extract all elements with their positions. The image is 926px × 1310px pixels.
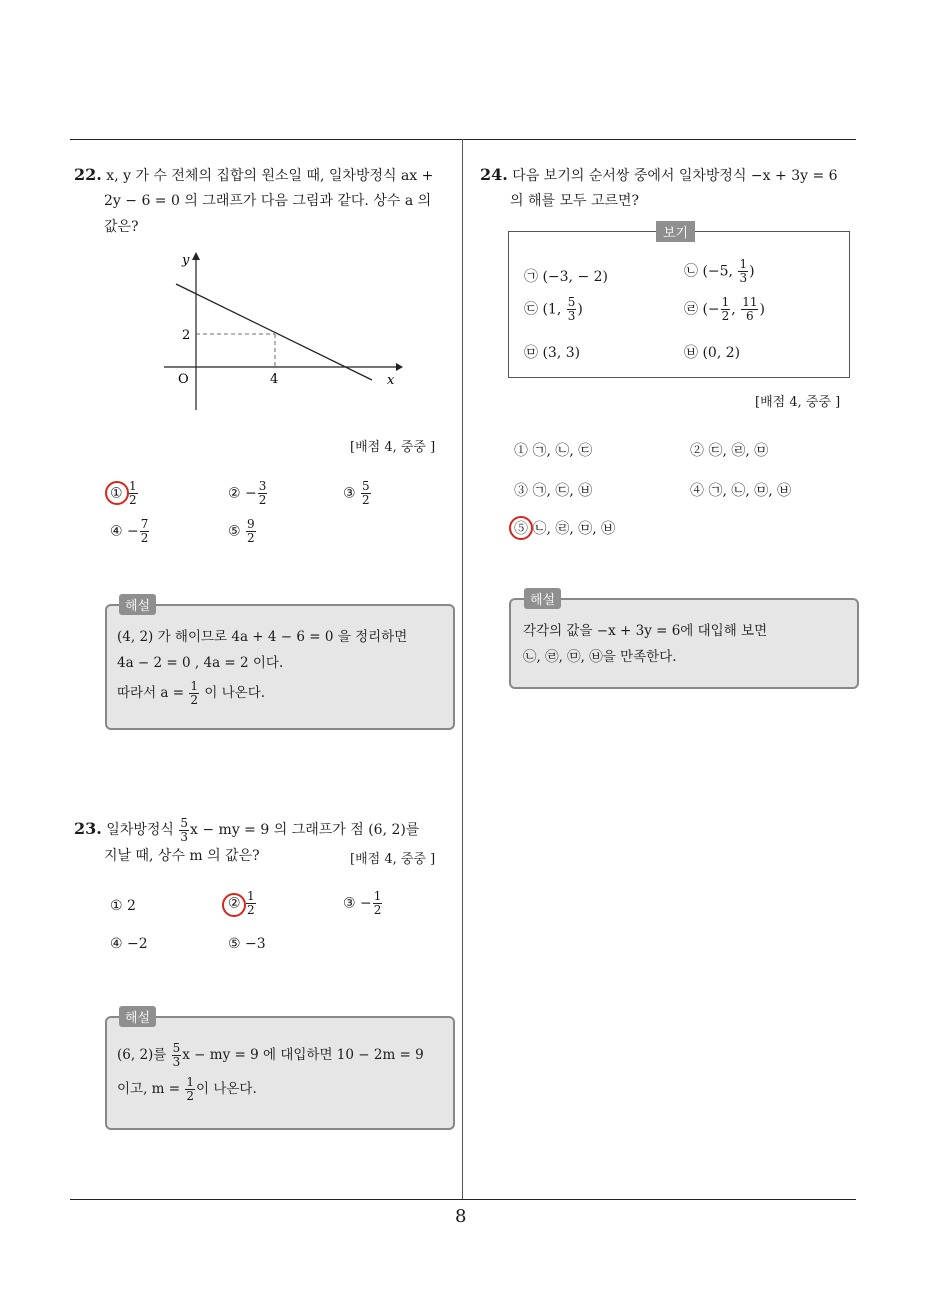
q22-option-1[interactable]: ① $\frac{1}{2}$ bbox=[110, 479, 137, 507]
q22-question bbox=[74, 162, 459, 189]
q24-bogi-item-5: ㉤ (3, 3) bbox=[524, 345, 581, 361]
q24-option-3[interactable]: ③ ㉠, ㉢, ㉥ bbox=[514, 483, 593, 499]
q22-solution-line1: (4, 2) 가 해이므로 4a + 4 − 6 = 0 을 정리하면 bbox=[117, 629, 408, 645]
q23-answer-mark bbox=[222, 893, 246, 917]
q22-graph bbox=[150, 248, 410, 418]
y-tick-label: 2 bbox=[182, 328, 191, 343]
q24-bogi-item-6: ㉥ (0, 2) bbox=[684, 345, 741, 361]
origin-label: O bbox=[178, 372, 189, 387]
q23-solution-box bbox=[105, 1016, 455, 1130]
q22-solution-tag: 해설 bbox=[119, 594, 156, 615]
y-axis-arrow bbox=[192, 252, 200, 260]
q24-option-4[interactable]: ④ ㉠, ㉡, ㉤, ㉥ bbox=[690, 483, 792, 499]
page-number: 8 bbox=[455, 1206, 467, 1227]
q24-score: [배점 4, 중중 ] bbox=[755, 395, 841, 410]
q24-option-1[interactable]: ① ㉠, ㉡, ㉢ bbox=[514, 443, 593, 459]
q23-option-4[interactable]: ④ −2 bbox=[110, 936, 148, 952]
q24-line2: 의 해를 모두 고르면? bbox=[510, 193, 640, 209]
q24-bogi-item-3: ㉢ (1, $\frac{5}{3}$ ) bbox=[524, 295, 583, 323]
q23-question: 23. 일차방정식 $\frac{5}{3}$ x − my = 9 의 그래프가 점 (6, 2)를 bbox=[74, 815, 420, 844]
y-axis-label: y bbox=[182, 253, 190, 268]
q22-solution-line3: 따라서 a = $\frac{1}{2}$ 이 나온다. bbox=[117, 679, 266, 707]
q24-solution-line2: ㉡, ㉣, ㉤, ㉥을 만족한다. bbox=[523, 649, 677, 665]
q24-answer-mark bbox=[509, 516, 533, 540]
top-rule bbox=[70, 139, 856, 140]
q23-number: 23. bbox=[74, 819, 102, 838]
q23-line2: 지날 때, 상수 m 의 값은? bbox=[104, 848, 260, 864]
x-tick-label: 4 bbox=[270, 372, 279, 387]
q23-solution-line2: 이고, m = $\frac{1}{2}$ 이 나온다. bbox=[117, 1075, 257, 1103]
q24-bogi-item-2: ㉡ (−5, $\frac{1}{3}$ ) bbox=[684, 257, 755, 285]
bottom-rule bbox=[70, 1199, 856, 1200]
column-divider bbox=[462, 139, 463, 1199]
q23-option-3[interactable]: ③ − $\frac{1}{2}$ bbox=[343, 889, 382, 917]
q24-bogi-item-1: ㉠ (−3, − 2) bbox=[524, 269, 608, 285]
q24-solution-line1: 각각의 값을 −x + 3y = 6에 대입해 보면 bbox=[523, 623, 768, 639]
q22-option-5[interactable]: ⑤ $\frac{9}{2}$ bbox=[228, 517, 255, 545]
q22-option-2[interactable]: ② − $\frac{3}{2}$ bbox=[228, 479, 267, 507]
q23-option-2[interactable]: ② $\frac{1}{2}$ bbox=[228, 889, 255, 917]
x-axis-arrow bbox=[396, 363, 403, 371]
q24-bogi-tag: 보기 bbox=[656, 221, 695, 242]
q24-question: 24. 다음 보기의 순서쌍 중에서 일차방정식 −x + 3y = 6 bbox=[480, 165, 838, 184]
q22-option-4[interactable]: ④ − $\frac{7}{2}$ bbox=[110, 517, 149, 545]
q22-solution-line2: 4a − 2 = 0 , 4a = 2 이다. bbox=[117, 655, 284, 671]
q22-line1: x, y 가 수 전체의 집합의 원소일 때, 일차방정식 ax + bbox=[106, 168, 434, 184]
q22-score: [배점 4, 중중 ] bbox=[350, 440, 436, 455]
q22-line2: 2y − 6 = 0 의 그래프가 다음 그림과 같다. 상수 a 의 bbox=[104, 193, 432, 209]
q23-score: [배점 4, 중중 ] bbox=[350, 852, 436, 867]
q22-number: 22. bbox=[74, 165, 102, 184]
q24-option-2[interactable]: ② ㉢, ㉣, ㉤ bbox=[690, 443, 769, 459]
q22-option-3[interactable]: ③ $\frac{5}{2}$ bbox=[343, 479, 370, 507]
q24-bogi-item-4: ㉣ (− $\frac{1}{2}$ , $\frac{11}{6}$ ) bbox=[684, 295, 765, 323]
q23-option-5[interactable]: ⑤ −3 bbox=[228, 936, 266, 952]
graph-line bbox=[176, 284, 372, 380]
q23-solution-tag: 해설 bbox=[119, 1006, 156, 1027]
q22-line3: 값은? bbox=[104, 219, 139, 235]
q23-solution-line1: (6, 2)를 $\frac{5}{3}$ x − my = 9 에 대입하면 10 − 2m = 9 bbox=[117, 1041, 424, 1069]
q24-solution-tag: 해설 bbox=[524, 588, 561, 609]
q23-option-1[interactable]: ① 2 bbox=[110, 898, 136, 914]
x-axis-label: x bbox=[387, 373, 395, 388]
q24-number: 24. bbox=[480, 165, 508, 184]
q22-answer-mark bbox=[105, 481, 129, 505]
q24-option-5[interactable]: ⑤ ㉡, ㉣, ㉤, ㉥ bbox=[514, 521, 616, 537]
